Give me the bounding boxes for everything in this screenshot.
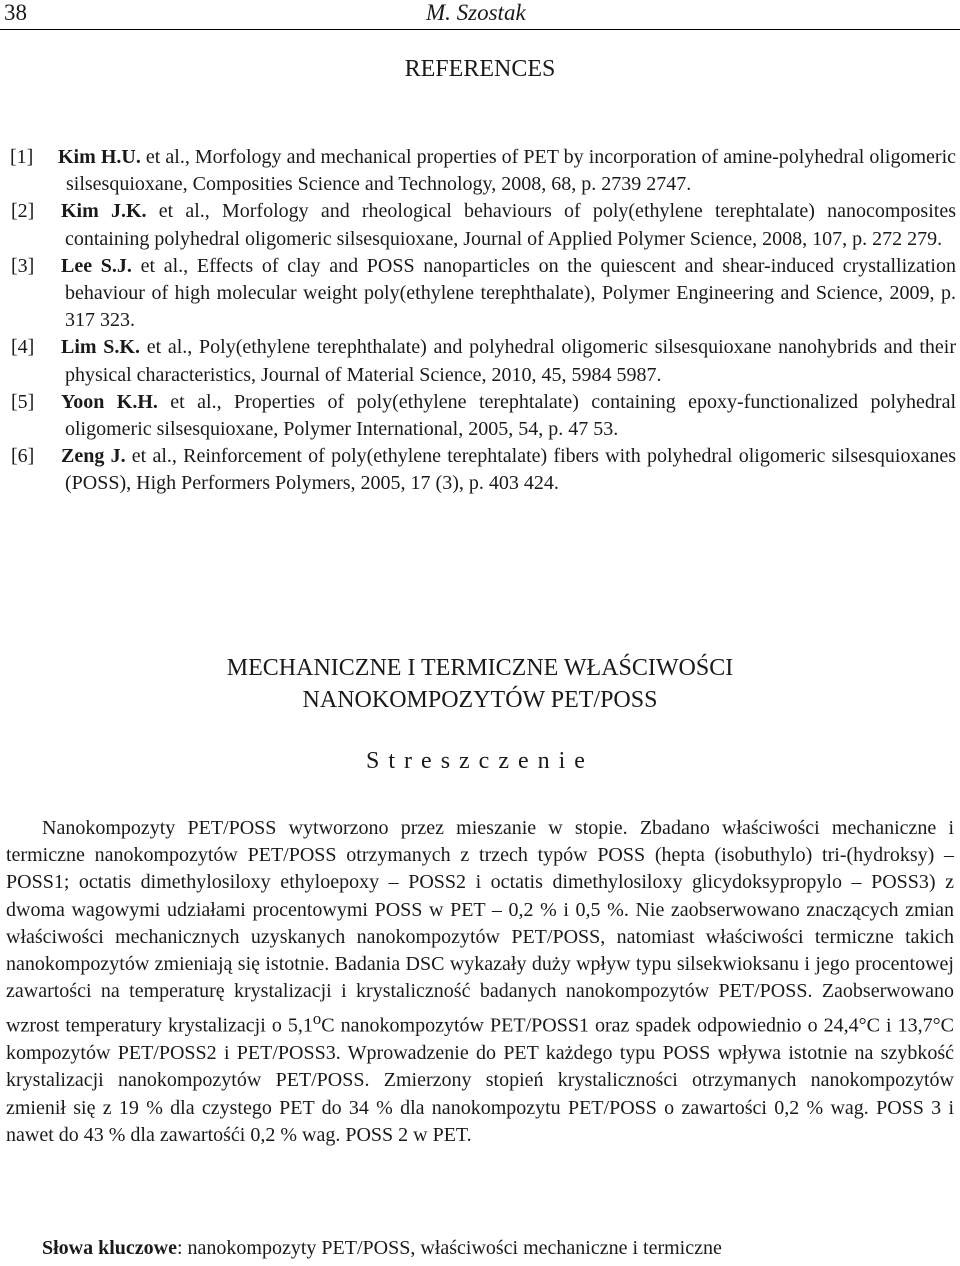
reference-label: [4] [11,336,35,359]
abstract-text: Nanokompozyty PET/POSS wytworzono przez mieszanie w stopie. Zbadano właściwości mechaniczne i termiczne nanokompozytów PET/POSS otrzymanych z trzech typów POSS (hepta (isobuthylo) tri-(hydroksy) – POSS1; octatis dimethylosiloxy ethyloepoxy – POSS2 i octatis dimethylosiloxy glicydoksypropylo – POSS3) z dwoma wagowymi udziałami procentowymi POSS w PET – 0,2 % i 0,5 %. Nie zaobserwowano znaczących zmian właściwości mechanicznych uzyskanych nanokompozytów PET/POSS, natomiast właściwości termiczne takich nanokompozytów zmieniają się istotnie. Badania DSC wykazały duży wpływ typu silsekwioksanu i jego procentowej zawartości na temperaturę krystalizacji i krystaliczność badanych nanokompozytów PET/POSS. Zaobserwowano wzrost temperatury krystalizacji o 5,1 [6,817,954,1038]
reference-authors: Zeng J. [61,445,126,468]
reference-text: et al., Morfology and mechanical properties of PET by incorporation of amine-polyhedral oligomeric silsesquioxane, Composities Science and Technology, 2008, 68, p. 2739 2747. [66,146,956,196]
reference-item [10,144,956,198]
reference-text: et al., Morfology and rheological behaviours of poly(ethylene terephtalate) nanocomposites containing polyhedral oligomeric silsesquioxane, Journal of Applied Polymer Science, 2008, 107, p. 272 279. [65,200,956,250]
running-header [0,0,960,32]
reference-authors: Kim H.U. [58,146,141,168]
reference-authors: Lim S.K. [61,336,140,359]
reference-item [10,389,956,443]
reference-label: [1] [10,146,34,168]
references-list [10,144,956,498]
reference-item [10,443,956,497]
reference-item [10,334,956,388]
polish-title-line: NANOKOMPOZYTÓW PET/POSS [302,687,658,713]
keywords-label: Słowa kluczowe [42,1237,177,1259]
running-author: M. Szostak [426,0,526,25]
reference-authors: Kim J.K. [61,200,147,223]
reference-text: et al., Poly(ethylene terephthalate) and polyhedral oligomeric silsesquioxane nanohybrids and their physical characteristics, Journal of Material Science, 2010, 45, 5984 5987. [65,336,956,386]
references-heading: REFERENCES [404,56,556,82]
polish-title-line: MECHANICZNE I TERMICZNE WŁAŚCIWOŚCI [226,655,734,681]
polish-title [0,652,960,716]
reference-item [10,198,956,252]
reference-text: et al., Properties of poly(ethylene terephtalate) containing epoxy-functionalized polyhedral oligomeric silsesquioxane, Polymer International, 2005, 54, p. 47 53. [65,390,956,441]
page-number: 38 [4,0,27,25]
keywords-text: : nanokompozyty PET/POSS, właściwości mechaniczne i termiczne [177,1237,722,1259]
reference-text: et al., Reinforcement of poly(ethylene terephtalate) fibers with polyhedral oligomeric silsesquioxanes (POSS), High Performers Polymers, 2005, 17 (3), p. 403 424. [65,445,957,495]
reference-label: [2] [11,200,35,223]
reference-label: [6] [11,445,35,468]
abstract-heading: Streszczenie [366,748,594,774]
abstract-paragraph [6,815,954,1149]
reference-authors: Lee S.J. [61,254,132,277]
keywords-line [42,1237,722,1260]
reference-label: [3] [11,254,35,277]
abstract-text: C nanokompozytów PET/POSS1 oraz spadek odpowiednio o 24,4°C i 13,7°C kompozytów PET/POSS2 i PET/POSS3. Wprowadzenie do PET każdego typu POSS wpływa istotnie na szybkość krystalizacji nanokompozytów PET/POSS. Zmierzony stopień krystaliczności otrzymanych nanokompozytów zmienił się z 19 % dla czystego PET do 34 % dla nanokompozytu PET/POSS o zawartości 0,2 % wag. POSS 3 i nawet do 43 % dla zawartośći 0,2 % wag. POSS 2 w PET. [6,1015,954,1146]
reference-authors: Yoon K.H. [61,390,158,413]
reference-label: [5] [11,390,35,413]
header-rule [0,29,960,30]
reference-item [10,253,956,335]
reference-text: et al., Effects of clay and POSS nanoparticles on the quiescent and shear-induced crystallization behaviour of high molecular weight poly(ethylene terephthalate), Polymer Engineering and Science, 2009, p. 317 323. [65,254,956,332]
degree-superscript: o [312,1009,322,1029]
